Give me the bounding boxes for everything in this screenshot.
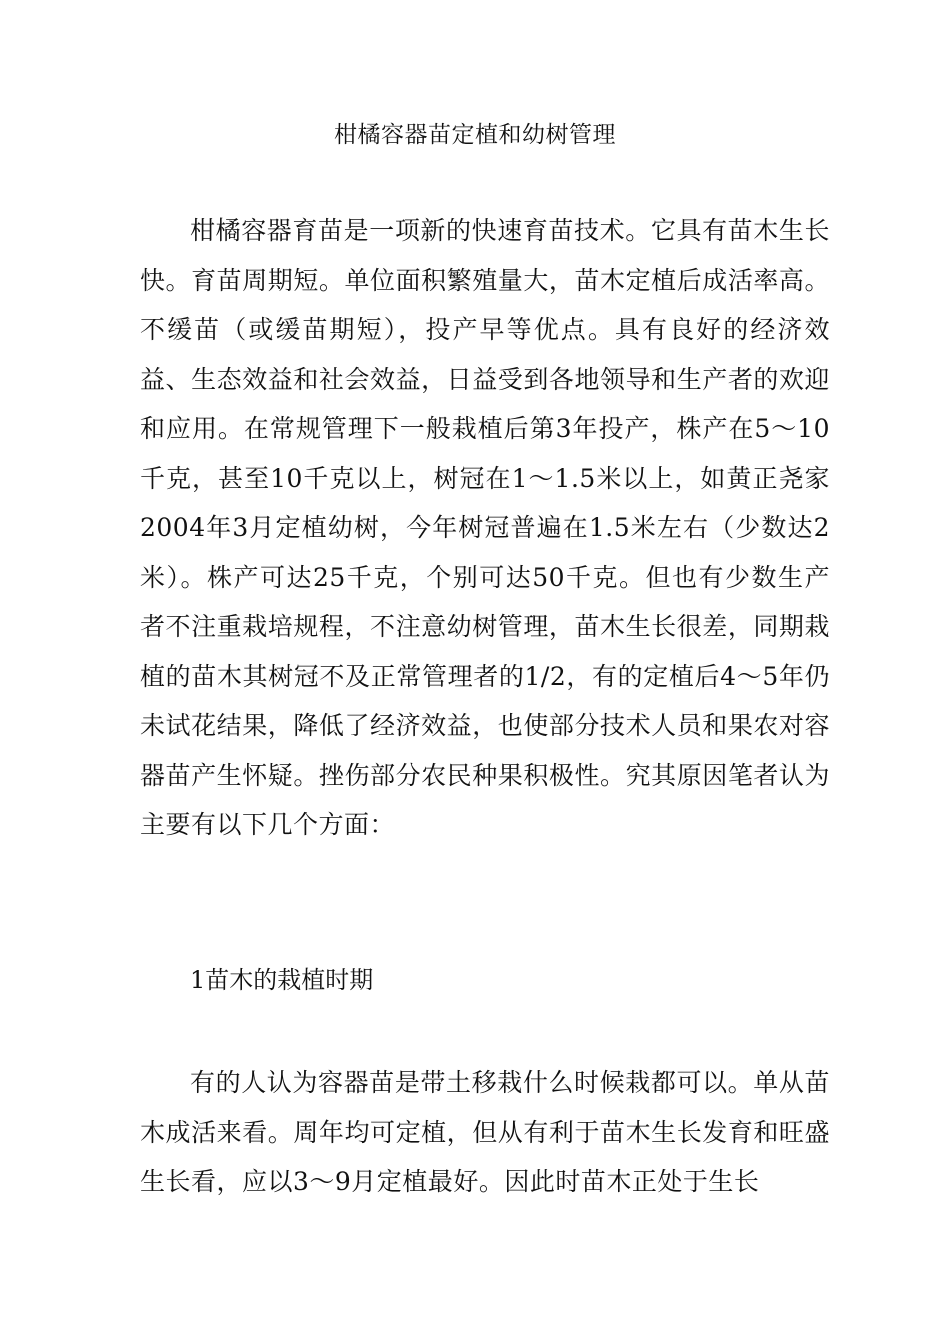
document-title: 柑橘容器苗定植和幼树管理 (334, 122, 616, 148)
section-paragraph: 有的人认为容器苗是带土移栽什么时候栽都可以。单从苗木成活来看。周年均可定植，但从有利于苗木生长发育和旺盛生长看，应以3～9月定植最好。因此时苗木正处于生长 (140, 1068, 830, 1196)
intro-paragraph: 柑橘容器育苗是一项新的快速育苗技术。它具有苗木生长快。育苗周期短。单位面积繁殖量大，苗木定植后成活率高。不缓苗（或缓苗期短），投产早等优点。具有良好的经济效益、生态效益和社会效益，日益受到各地领导和生产者的欢迎和应用。在常规管理下一般栽植后第3年投产，株产在5～10千克，甚至10千克以上，树冠在1～1.5米以上，如黄正尧家2004年3月定植幼树，今年树冠普遍在1.5米左右（少数达2米）。株产可达25千克，个别可达50千克。但也有少数生产者不注重栽培规程，不注意幼树管理，苗木生长很差，同期栽植的苗木其树冠不及正常管理者的1/2，有的定植后4～5年仍未试花结果，降低了经济效益，也使部分技术人员和果农对容器苗产生怀疑。挫伤部分农民种果积极性。究其原因笔者认为主要有以下几个方面： (140, 216, 830, 839)
section-heading: 1苗木的栽植时期 (190, 966, 374, 994)
